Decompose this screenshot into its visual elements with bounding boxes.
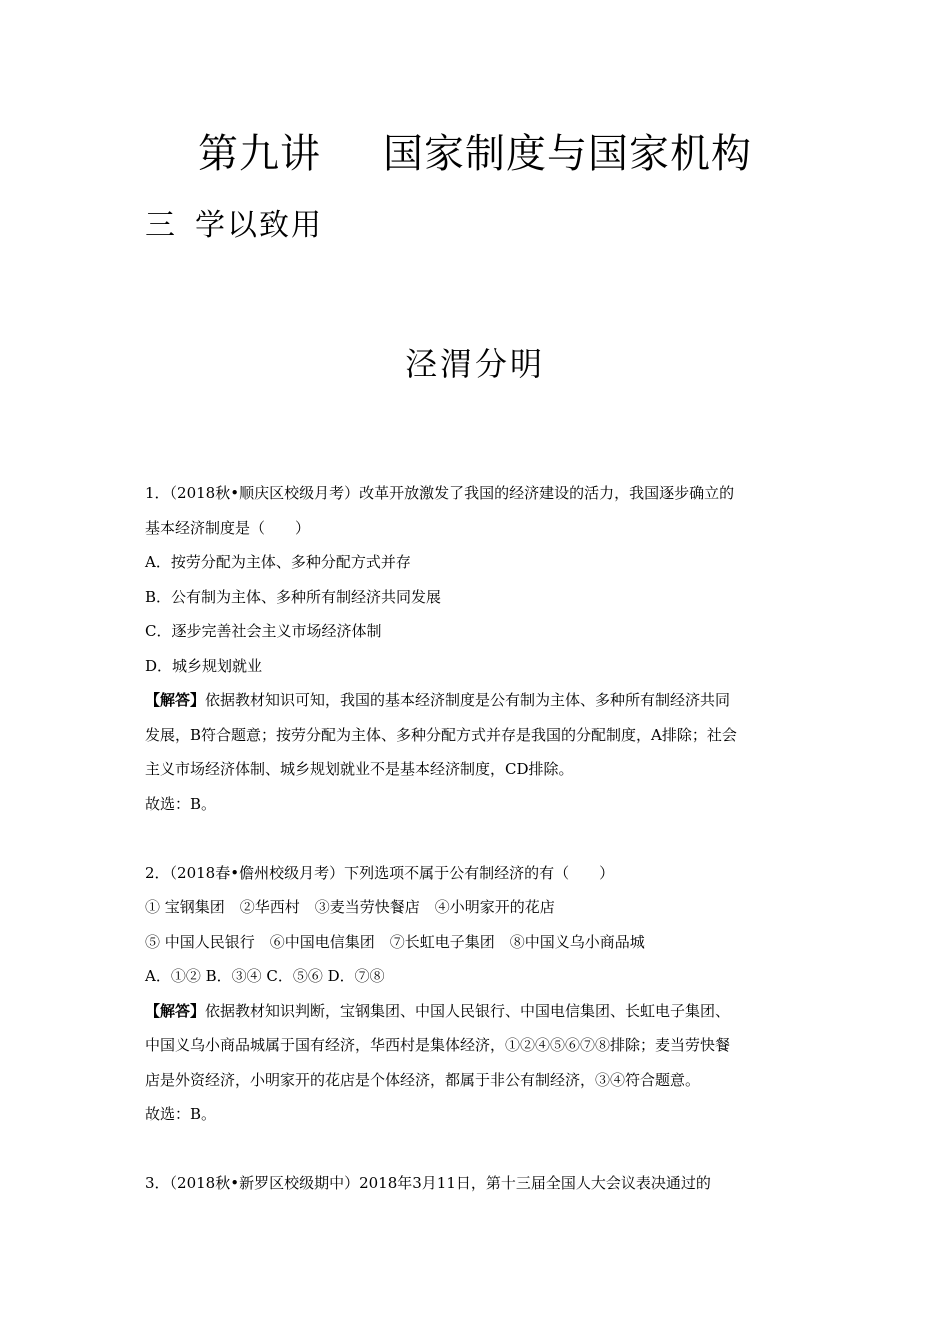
answer-line: 依据教材知识可知，我国的基本经济制度是公有制为主体、多种所有制经济共同 [205, 691, 731, 709]
item-list: ① 宝钢集团 ②华西村 ③麦当劳快餐店 ④小明家开的花店 [145, 898, 555, 916]
lecture-number: 第九讲 [198, 131, 321, 177]
section-heading [145, 206, 323, 246]
subtitle: 泾渭分明 [404, 345, 545, 383]
question-2 [145, 856, 810, 1132]
answer-choice: 故选：B。 [145, 794, 217, 813]
question-1 [145, 476, 810, 821]
answer-line: 发展，B符合题意；按劳分配为主体、多种分配方式并存是我国的分配制度，A排除；社会 [145, 725, 737, 744]
section-title: 学以致用 [195, 208, 323, 243]
answer-line: 依据教材知识判断，宝钢集团、中国人民银行、中国电信集团、长虹电子集团、 [205, 1001, 731, 1020]
option-d: D．城乡规划就业 [145, 656, 263, 675]
option-a: A．按劳分配为主体、多种分配方式并存 [145, 553, 411, 571]
option-c: C．逐步完善社会主义市场经济体制 [145, 622, 382, 640]
question-stem: 3．（2018秋•新罗区校级期中）2018年3月11日，第十三届全国人大会议表决通过的 [145, 1174, 711, 1192]
question-stem: 1．（2018秋•顺庆区校级月考）改革开放激发了我国的经济建设的活力，我国逐步确立的 [145, 484, 735, 502]
option-b: B．公有制为主体、多种所有制经济共同发展 [145, 587, 442, 606]
lecture-topic: 国家制度与国家机构 [383, 131, 752, 177]
answer-tag: 【解答】 [145, 691, 206, 709]
answer-text [145, 683, 810, 718]
section-number: 三 [145, 208, 177, 243]
answer-line: 主义市场经济体制、城乡规划就业不是基本经济制度，CD排除。 [145, 760, 574, 778]
spacer [145, 821, 810, 856]
spacer [145, 1132, 810, 1167]
question-3 [145, 1166, 810, 1201]
answer-choice: 故选：B。 [145, 1105, 217, 1123]
answer-tag: 【解答】 [145, 1001, 206, 1020]
question-list [145, 476, 810, 1201]
item-list: ⑤ 中国人民银行 ⑥中国电信集团 ⑦长虹电子集团 ⑧中国义乌小商品城 [145, 932, 645, 951]
options: A．①② B．③④ C．⑤⑥ D．⑦⑧ [145, 967, 385, 985]
answer-line: 店是外资经济，小明家开的花店是个体经济，都属于非公有制经济，③④符合题意。 [145, 1070, 701, 1089]
lecture-title [0, 128, 950, 180]
answer-line: 中国义乌小商品城属于国有经济，华西村是集体经济，①②④⑤⑥⑦⑧排除；麦当劳快餐 [145, 1036, 731, 1054]
question-stem: 基本经济制度是（ ） [145, 518, 311, 537]
question-stem: 2．（2018春•儋州校级月考）下列选项不属于公有制经济的有（ ） [145, 863, 615, 882]
answer-text [145, 994, 810, 1029]
